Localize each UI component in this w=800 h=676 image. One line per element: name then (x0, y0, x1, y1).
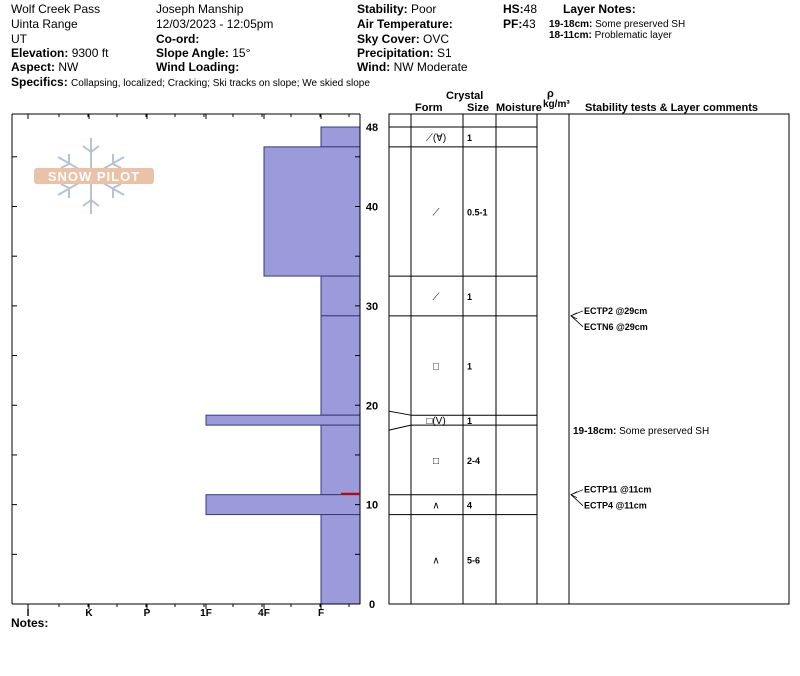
depth-tick-label: 20 (365, 400, 379, 413)
datetime: 12/03/2023 - 12:05pm (156, 17, 274, 31)
crystal-size: 4 (467, 500, 473, 511)
crystal-size: 5-6 (467, 555, 481, 566)
hardness-bar (321, 515, 360, 604)
depth-tick-label: 30 (365, 300, 379, 313)
slope-label: Slope Angle: (156, 46, 229, 60)
crystal-size: 0.5-1 (467, 207, 488, 218)
crystal-form: ⟋ (432, 291, 440, 303)
crystal-header: Crystal (446, 90, 484, 102)
hardness-tick-label: I (26, 608, 30, 619)
elevation-value: 9300 ft (71, 46, 109, 60)
wind-label: Wind: (357, 60, 391, 74)
layer-notes-title: Layer Notes: (563, 2, 636, 16)
layer-boundary-link (389, 425, 411, 430)
depth-tick-label: 10 (365, 499, 379, 512)
layer-note-range: 19-18cm: (549, 19, 593, 30)
layer-note-text: Some preserved SH (595, 19, 686, 30)
precip-value: S1 (437, 46, 452, 60)
density-unit-header: kg/m³ (543, 99, 570, 110)
stability-label: Stability: (357, 2, 408, 16)
specifics-label: Specifics: (11, 75, 68, 89)
aspect-label: Aspect: (11, 60, 56, 74)
crystal-form: ⟋ (432, 207, 440, 219)
moisture-header: Moisture (496, 102, 542, 114)
pf-label: PF: (503, 17, 523, 31)
hardness-bar (321, 316, 360, 415)
layer-comment (573, 426, 709, 437)
precip-label: Precipitation: (357, 46, 434, 60)
form-header: Form (415, 102, 443, 114)
size-header: Size (467, 102, 490, 114)
crystal-size: 1 (467, 416, 473, 427)
layer-table-frame (389, 114, 789, 604)
rho-header: ρ (547, 88, 554, 100)
crystal-form: □ (432, 361, 440, 373)
crystal-size: 1 (467, 132, 473, 143)
hardness-tick-label: K (85, 608, 93, 619)
crystal-size: 1 (467, 291, 473, 302)
hardness-tick-label: F (317, 608, 325, 619)
stability-test-label: ECTP11 @11cm (584, 484, 652, 495)
notes-label: Notes: (11, 616, 49, 630)
depth-tick-label: 40 (365, 201, 379, 214)
crystal-form: □ (432, 455, 440, 467)
comments-header: Stability tests & Layer comments (585, 102, 759, 114)
elevation-label: Elevation: (11, 46, 69, 60)
stability-value: Poor (411, 2, 437, 16)
stability-test-label: ECTP2 @29cm (584, 305, 648, 316)
test-pointer (571, 495, 583, 506)
layer-note-range: 18-11cm: (549, 30, 592, 41)
hardness-bar (321, 425, 360, 495)
hs-value: 48 (523, 2, 538, 16)
hardness-bar (264, 147, 360, 276)
range: Uinta Range (11, 17, 78, 31)
location: Wolf Creek Pass (11, 2, 101, 16)
crystal-form: □(V) (426, 416, 446, 428)
watermark-text: SNOW PILOT (47, 169, 141, 184)
hardness-bar (321, 276, 360, 316)
sky-value: OVC (423, 32, 450, 46)
crystal-size: 1 (467, 361, 473, 372)
depth-tick-label: 0 (368, 599, 376, 611)
layer-comment-text: Some preserved SH (619, 426, 710, 438)
hardness-tick-label: 4F (258, 608, 270, 619)
hs-label: HS: (503, 2, 524, 16)
specifics-value: Collapsing, localized; Cracking; Ski tracks on slope; We skied slope (71, 78, 370, 89)
wind-value: NW Moderate (393, 60, 468, 74)
stability-test-label: ECTP4 @11cm (584, 500, 647, 511)
slope-value: 15° (232, 46, 251, 60)
snowpilot-watermark (34, 138, 154, 214)
layer-note-text: Problematic layer (594, 30, 672, 41)
wind-loading-label: Wind Loading: (156, 60, 240, 74)
crystal-form: ∧ (432, 500, 440, 512)
hardness-tick-label: 1F (200, 608, 212, 619)
stability-test-label: ECTN6 @29cm (584, 321, 648, 332)
sky-label: Sky Cover: (357, 32, 420, 46)
test-pointer (571, 316, 583, 327)
layer-boundary-link (389, 411, 411, 415)
crystal-form: ∧ (432, 555, 440, 567)
crystal-form: ⟋(∀) (425, 132, 447, 144)
layer-comment-range: 19-18cm: (573, 426, 620, 438)
observer: Joseph Manship (156, 2, 244, 16)
hardness-bar (321, 127, 360, 147)
hardness-bar (206, 495, 360, 515)
air-temp-label: Air Temperature: (357, 17, 453, 31)
state: UT (11, 32, 27, 46)
crystal-size: 2-4 (467, 455, 481, 466)
pf-value: 43 (522, 17, 536, 31)
coord-label: Co-ord: (156, 32, 200, 46)
aspect-value: NW (58, 60, 79, 74)
hardness-tick-label: P (143, 608, 151, 619)
hardness-bar (206, 415, 360, 425)
depth-tick-label: 48 (365, 122, 379, 134)
